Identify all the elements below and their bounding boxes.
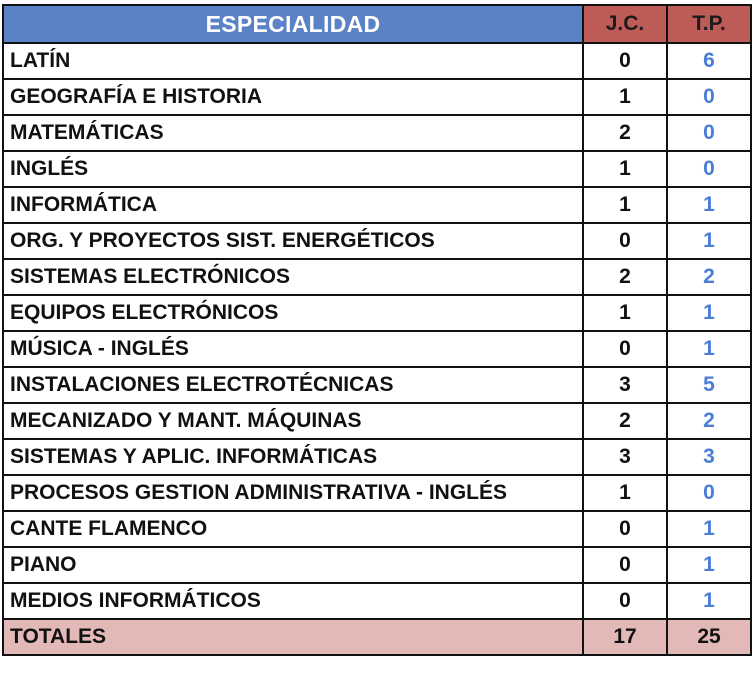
jc-cell[interactable]: 3 xyxy=(583,367,667,403)
especialidad-cell[interactable]: INSTALACIONES ELECTROTÉCNICAS xyxy=(3,367,583,403)
table-row xyxy=(3,187,751,223)
table-row xyxy=(3,547,751,583)
tp-cell[interactable]: 1 xyxy=(667,223,751,259)
jc-cell[interactable]: 1 xyxy=(583,79,667,115)
jc-cell[interactable]: 0 xyxy=(583,583,667,619)
table-row xyxy=(3,511,751,547)
header-tp[interactable]: T.P. xyxy=(667,5,751,43)
jc-cell[interactable]: 1 xyxy=(583,295,667,331)
totals-jc[interactable]: 17 xyxy=(583,619,667,655)
tp-cell[interactable]: 1 xyxy=(667,547,751,583)
tp-cell[interactable]: 2 xyxy=(667,403,751,439)
especialidad-cell[interactable]: LATÍN xyxy=(3,43,583,79)
header-row xyxy=(3,5,751,43)
table-row xyxy=(3,439,751,475)
tp-cell[interactable]: 0 xyxy=(667,79,751,115)
tp-cell[interactable]: 1 xyxy=(667,331,751,367)
table-row xyxy=(3,583,751,619)
totals-tp[interactable]: 25 xyxy=(667,619,751,655)
header-jc[interactable]: J.C. xyxy=(583,5,667,43)
jc-cell[interactable]: 0 xyxy=(583,511,667,547)
especialidad-cell[interactable]: SISTEMAS ELECTRÓNICOS xyxy=(3,259,583,295)
totals-label[interactable]: TOTALES xyxy=(3,619,583,655)
table-body xyxy=(3,43,751,619)
especialidad-cell[interactable]: MÚSICA - INGLÉS xyxy=(3,331,583,367)
jc-cell[interactable]: 2 xyxy=(583,403,667,439)
tp-cell[interactable]: 1 xyxy=(667,187,751,223)
tp-cell[interactable]: 1 xyxy=(667,511,751,547)
jc-cell[interactable]: 1 xyxy=(583,475,667,511)
especialidad-cell[interactable]: EQUIPOS ELECTRÓNICOS xyxy=(3,295,583,331)
totals-row xyxy=(3,619,751,655)
jc-cell[interactable]: 2 xyxy=(583,259,667,295)
jc-cell[interactable]: 0 xyxy=(583,43,667,79)
table-row xyxy=(3,223,751,259)
table-row xyxy=(3,151,751,187)
especialidad-cell[interactable]: INFORMÁTICA xyxy=(3,187,583,223)
especialidad-cell[interactable]: INGLÉS xyxy=(3,151,583,187)
tp-cell[interactable]: 5 xyxy=(667,367,751,403)
table-row xyxy=(3,79,751,115)
jc-cell[interactable]: 3 xyxy=(583,439,667,475)
jc-cell[interactable]: 0 xyxy=(583,331,667,367)
table-row xyxy=(3,331,751,367)
tp-cell[interactable]: 0 xyxy=(667,115,751,151)
header-especialidad[interactable]: ESPECIALIDAD xyxy=(3,5,583,43)
table-row xyxy=(3,115,751,151)
especialidad-cell[interactable]: MECANIZADO Y MANT. MÁQUINAS xyxy=(3,403,583,439)
especialidad-cell[interactable]: MATEMÁTICAS xyxy=(3,115,583,151)
especialidad-cell[interactable]: ORG. Y PROYECTOS SIST. ENERGÉTICOS xyxy=(3,223,583,259)
especialidad-cell[interactable]: GEOGRAFÍA E HISTORIA xyxy=(3,79,583,115)
table-row xyxy=(3,43,751,79)
jc-cell[interactable]: 0 xyxy=(583,223,667,259)
especialidades-table xyxy=(2,4,752,656)
especialidad-cell[interactable]: PIANO xyxy=(3,547,583,583)
tp-cell[interactable]: 0 xyxy=(667,151,751,187)
table-row xyxy=(3,259,751,295)
tp-cell[interactable]: 2 xyxy=(667,259,751,295)
table-row xyxy=(3,367,751,403)
tp-cell[interactable]: 3 xyxy=(667,439,751,475)
jc-cell[interactable]: 1 xyxy=(583,187,667,223)
jc-cell[interactable]: 0 xyxy=(583,547,667,583)
especialidad-cell[interactable]: PROCESOS GESTION ADMINISTRATIVA - INGLÉS xyxy=(3,475,583,511)
tp-cell[interactable]: 1 xyxy=(667,583,751,619)
table-row xyxy=(3,403,751,439)
especialidad-cell[interactable]: SISTEMAS Y APLIC. INFORMÁTICAS xyxy=(3,439,583,475)
jc-cell[interactable]: 2 xyxy=(583,115,667,151)
tp-cell[interactable]: 6 xyxy=(667,43,751,79)
table-row xyxy=(3,295,751,331)
tp-cell[interactable]: 1 xyxy=(667,295,751,331)
especialidad-cell[interactable]: MEDIOS INFORMÁTICOS xyxy=(3,583,583,619)
tp-cell[interactable]: 0 xyxy=(667,475,751,511)
especialidad-cell[interactable]: CANTE FLAMENCO xyxy=(3,511,583,547)
jc-cell[interactable]: 1 xyxy=(583,151,667,187)
table-row xyxy=(3,475,751,511)
